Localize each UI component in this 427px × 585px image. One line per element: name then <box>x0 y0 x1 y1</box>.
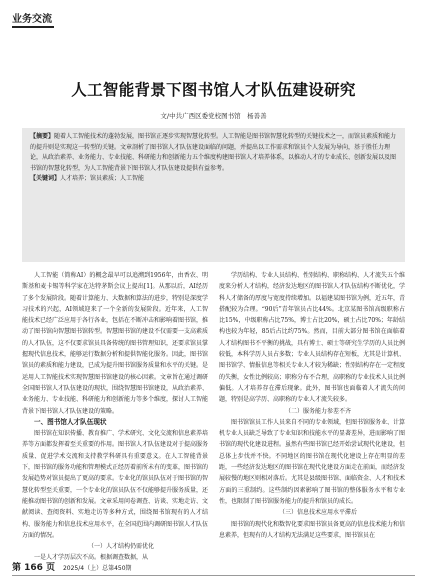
page-number: 第 166 页 <box>12 563 56 573</box>
heading-section-1: 一、图书馆人才队伍现状 <box>34 417 107 426</box>
subheading-service-capability: （二）服务能力参差不齐 <box>284 407 351 415</box>
section-underline <box>12 26 54 28</box>
keywords-label: 【关键词】 <box>30 175 61 183</box>
abstract-label: 【摘要】 <box>30 133 55 140</box>
subheading-talent-structure: （一）人才结构仍需优化 <box>87 543 154 551</box>
right-paragraph-2: 图书馆馆员工作人员来自不同的专业领域，但图书馆服务业、计算机专业人员缺乏导致了专业知识和技能水平的显著差异，进而影响了图书馆的现代化建设进程。虽然有些图书馆已经开始尝试现代化建设，但总体上步伐并不快。不同地区的图书馆在现代化建设上存在明显的差距，一些经济发达地区的图书馆在现代化建设方面走在前面，而经济发展较慢的地区则相对落后。尤其是县级图书馆、面临资金、人才和技术方面的三重制约。这些制约因素影响了图书馆的整体服务水平和专业性，也限制了图书馆服务能力的提升和馆员的成长。 <box>219 418 405 505</box>
section-label: 业务交流 <box>12 14 52 25</box>
left-column <box>22 270 208 570</box>
keywords-line <box>30 174 397 185</box>
right-paragraph-1: 学历结构、专业人员结构、性别结构、职称结构、人才流失五个维度来分析人才结构，经济发达地区的图书馆人才队伍结构不断优化，学科人才储备的厚度与宽度持续增加。以福建某图书馆为例，近五年，青搭配较为合理。“90后”青年馆员占比44%。北京某图书馆高级职称占比15%，中级职称占比75%，博士占比20%，硕士占比70%；年龄结构也较为年轻，85后占比约75%。然而，目前大部分图书馆在面临着人才结构图书不平衡的挑战，具有博士、硕士等研究生学历的人员比例较低，本科学历人员占多数；专业人员结构存在短板，尤其是计算机、图书馆学、情报信息等相关专业人才较为稀缺；性别结构存在一定程度的失衡，女性比例较高；职称分布不合理，高职称的专业技术人员比例偏低。人才培养存在滞后现象。此外，图书馆也面临着人才流失的问题，特别是高学历、高职称的专业人才流失较多。 <box>219 272 405 404</box>
right-column <box>219 270 405 570</box>
left-paragraph-2: 图书馆在知识传播、教育推广、学术研究、文化交流和信息素养培养等方面都发挥着至关重要的作用。图书馆人才队伍建设对于提高服务质量、促进学术交流和支持教学科研具有重要意义。在人工智能背景下，图书馆的服务功能和管理模式正经历着前所未有的变革，图书馆的发展趋势对馆员提出了更高的要求。专业化的馆员队伍对于图书馆的智慧化转型至关重要，一个专业化的馆员队伍不仅能够提升服务质量，还能推动图书馆的创新和发展。文章采用问卷调查、访谈、实地走访、文献阅读、查阅资料、实地走访等多种方式，围绕图书馆现有的人才结构、服务能力和信息技术应用水平，在全国范围内调研图书馆人才队伍方面的情况。 <box>22 430 208 539</box>
abstract-paragraph <box>30 132 397 174</box>
left-paragraph-3: 一是人才学历层次不高。根据调查数据，从 <box>34 554 149 562</box>
issue-info: 2025/4（上）总第450期 <box>62 565 132 572</box>
keywords-text: 人才培养；馆员素质；人工智能 <box>60 175 145 183</box>
left-paragraph-1: 人工智能（简称AI）的概念最早可以追溯到1956年，由香农、明斯基和麦卡锡等科学家在达特茅斯会议上提出[1]。从那以后，AI经历了多个发展阶段。随着计算能力、大数据和算法的进步，特别是深度学习技术的兴起，AI领域迎来了一个全新的发展阶段。近年来，人工智能技术已经广泛应用于各行各业，包括在不断冲击和影响着图书馆，推动了图书馆向智慧图书馆转型。智慧图书馆的建设不仅需要一支高素质的人才队伍，这不仅要求馆员具备传统的图书管理知识，还要求馆员掌握现代信息技术，能够运行数据分析和提供智能化服务。因此，图书馆馆员的素质和能力建设，已成为提升图书馆服务质量和水平的关键。是运用人工智能技术实现智慧图书馆建设的核心因素。文章旨在通过调研全国图书馆人才队伍建设的现状，围绕智慧图书馆建设，从政治素养、业务能力、专业技能、科研能力和创新能力等多个维度，探讨人工智能背景下图书馆人才队伍建设的策略。 <box>22 272 208 415</box>
subheading-it-application: （三）信息技术应用水平滞后 <box>278 509 357 517</box>
abstract-text: 随着人工智能技术的蓬勃发展，图书馆正逐步实现智慧化转型。人工智能是图书馆智慧化转型的关键技术之一，而馆员素质和能力的提升则是实现这一转型的关键。文章剖析了图书馆人才队伍建设面临的问题，并提出以工作需求和馆员个人发展为导向，基于胜任力理论，从政治素养、业务能力、专业技能、科研能力和创新能力五个维度构建图书馆人才培养体系，以推动人才的专业成长、创新发展以及图书馆的智慧化转型，为人工智能背景下图书馆人才队伍建设提供有益参考。 <box>30 133 397 172</box>
abstract-box <box>22 128 405 262</box>
article-title: 人工智能背景下图书馆人才队伍建设研究 <box>71 81 356 99</box>
right-paragraph-3: 图书馆的现代化和数智化要求图书馆员备更高的信息技术能力和信息素养，但现有的人才结构无法满足这些要求，图书馆员在 <box>219 520 405 539</box>
article-author: 文/中共广西区委党校图书馆 杨善善 <box>160 112 267 120</box>
page-footer <box>12 560 415 573</box>
footer-rule <box>12 575 415 576</box>
